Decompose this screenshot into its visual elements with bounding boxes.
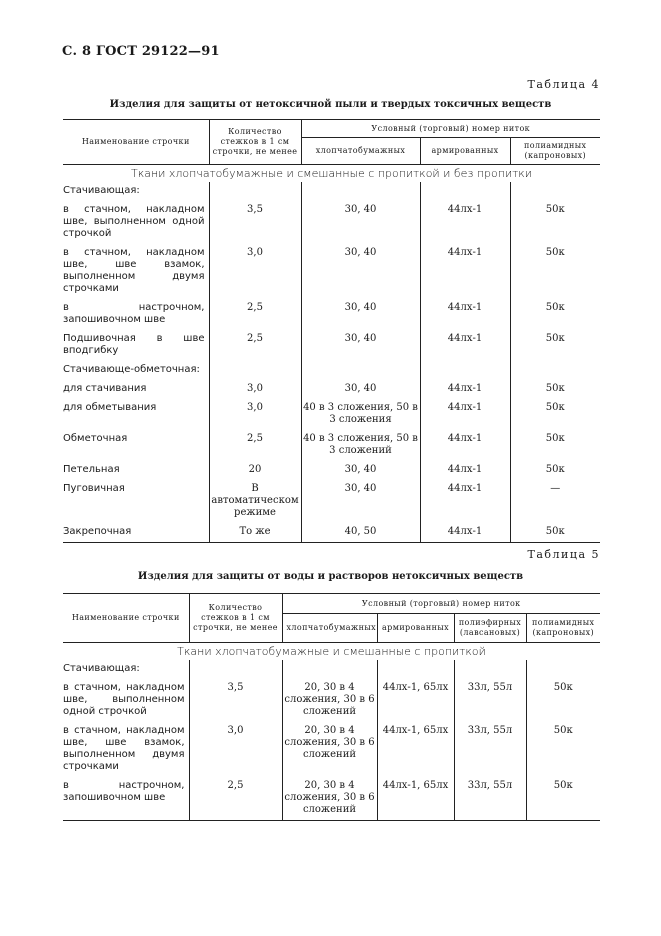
table4-cell-name: Закрепочная [63,523,209,543]
table4-cell-polyamide: 50к [545,402,565,413]
table-row [63,461,600,480]
table-row [63,777,600,821]
table5-col-cotton: хлопчатобумажных [282,614,377,643]
table4-cell-name: в стачном, накладном шве, выполненном одной строчкой [63,201,209,244]
table4-cell-polyamide: 50к [545,302,565,313]
table-row [63,182,600,201]
table-row [63,722,600,777]
table5-cell-count: 3,0 [189,722,282,777]
table5-cell-name: в стачном, накладном шве, шве взамок, выполненном двумя строчками [63,722,189,777]
table5-cell-cotton: 20, 30 в 4 сложения, 30 в 6 сложений [282,679,377,722]
table4-cell-cotton: 30, 40 [301,480,420,523]
table4-cell-name: Стачивающая: [63,182,209,201]
table4-cell-reinforced: 44лх-1 [420,480,510,523]
table4-cell-polyamide: 50к [545,464,565,475]
table4-cell-cotton [301,361,420,380]
table4-col-thread-group: Условный (торговый) номер ниток [301,120,600,138]
table5-cell-name: в настрочном, запошивочном шве [63,777,189,821]
table4-cell-polyamide [510,361,600,380]
table4-label: Таблица 4 [527,78,600,91]
table5-cell-polyamide [526,660,600,679]
table5-cell-name: Стачивающая: [63,660,189,679]
table4-cell-reinforced: 44лх-1 [420,399,510,430]
table5-label: Таблица 5 [527,548,600,561]
table4-cell-reinforced: 44лх-1 [420,380,510,399]
table4-cell-polyamide: 50к [545,204,565,215]
table-row [63,523,600,543]
table4-cell-name: Обметочная [63,430,209,461]
table5-cell-polyester: 33л, 55л [454,777,526,821]
table5-cell-reinforced: 44лх-1, 65лх [377,722,454,777]
table4-cell-polyamide [510,182,600,201]
table-row [63,380,600,399]
table5-cell-cotton: 20, 30 в 4 сложения, 30 в 6 сложений [282,777,377,821]
table4-cell-reinforced: 44лх-1 [420,461,510,480]
table5-cell-reinforced: 44лх-1, 65лх [377,679,454,722]
table4-cell-polyamide: 50к [545,333,565,344]
table5-cell-count [189,660,282,679]
table4-cell-polyamide: 50к [510,523,600,543]
table4-cell-name: Пуговичная [63,480,209,523]
table-row [63,480,600,523]
table4-cell-polyamide: 50к [545,247,565,258]
table4 [63,119,600,543]
table4-section: Ткани хлопчатобумажные и смешанные с пропиткой и без пропитки [130,167,533,180]
table4-cell-cotton: 30, 40 [301,201,420,244]
table4-cell-polyamide: — [550,483,561,494]
table5-col-count: Количество стежков в 1 см строчки, не менее [189,594,282,643]
table4-title: Изделия для защиты от нетоксичной пыли и твердых токсичных веществ [109,99,552,110]
table4-cell-polyamide: 50к [545,383,565,394]
table5-cell-cotton [282,660,377,679]
table5-col-polyamide: полиамидных (капроновых) [526,614,600,643]
table4-cell-cotton: 30, 40 [301,244,420,299]
table4-cell-name: Стачивающе-обметочная: [63,361,209,380]
table-row [63,299,600,330]
table4-cell-cotton [301,182,420,201]
table4-cell-name: Подшивочная в шве вподгибку [63,330,209,361]
table-row [63,660,600,679]
table4-col-reinforced: армированных [420,138,510,165]
table4-cell-reinforced: 44лх-1 [420,201,510,244]
table5-cell-reinforced [377,660,454,679]
table5-col-thread-group: Условный (торговый) номер ниток [282,594,600,614]
table4-cell-cotton: 30, 40 [301,380,420,399]
table-row [63,679,600,722]
table-row [63,330,600,361]
table4-cell-name: в стачном, накладном шве, шве взамок, выполненном двумя строчками [63,244,209,299]
table4-cell-cotton: 40, 50 [301,523,420,543]
table5-cell-polyamide: 50к [553,682,573,693]
table4-cell-count: 3,0 [209,399,301,430]
table4-cell-count: 2,5 [209,430,301,461]
table5-col-name: Наименование строчки [63,594,189,643]
table5-col-polyester: полиэфирных (лавсановых) [454,614,526,643]
table4-cell-count [209,182,301,201]
table4-cell-cotton: 30, 40 [301,461,420,480]
table5-cell-polyester: 33л, 55л [454,722,526,777]
table4-cell-name: Петельная [63,461,209,480]
table5-col-reinforced: армированных [377,614,454,643]
table5-title: Изделия для защиты от воды и растворов нетоксичных веществ [137,571,524,582]
table-row [63,361,600,380]
table4-col-polyamide: полиамидных (капроновых) [510,138,600,165]
table4-cell-reinforced: 44лх-1 [420,330,510,361]
table5-section: Ткани хлопчатобумажные и смешанные с пропиткой [177,645,486,658]
table4-cell-count: 20 [209,461,301,480]
page-header: С. 8 ГОСТ 29122—91 [62,44,220,59]
table-row [63,430,600,461]
table4-cell-cotton: 40 в 3 сложения, 50 в 3 сложения [301,399,420,430]
table4-cell-count: То же [209,523,301,543]
table5-cell-count: 2,5 [189,777,282,821]
table4-cell-cotton: 40 в 3 сложения, 50 в 3 сложений [301,430,420,461]
table5-cell-reinforced: 44лх-1, 65лх [377,777,454,821]
table5-cell-polyamide: 50к [526,777,600,821]
table4-cell-name: для стачивания [63,380,209,399]
table5-cell-polyester: 33л, 55л [454,679,526,722]
table-row [63,244,600,299]
table4-cell-reinforced [420,182,510,201]
table4-col-count: Количество стежков в 1 см строчки, не менее [209,120,301,165]
table4-cell-polyamide: 50к [545,433,565,444]
table4-cell-cotton: 30, 40 [301,330,420,361]
table4-cell-count: 2,5 [209,330,301,361]
table5-cell-name: в стачном, накладном шве, выполненном одной строчкой [63,679,189,722]
table5 [63,593,600,821]
table4-cell-count: 2,5 [209,299,301,330]
table4-cell-count: 3,0 [209,244,301,299]
table4-cell-reinforced: 44лх-1 [420,299,510,330]
table4-cell-name: в настрочном, запошивочном шве [63,299,209,330]
table4-cell-reinforced: 44лх-1 [420,430,510,461]
table5-cell-cotton: 20, 30 в 4 сложения, 30 в 6 сложений [282,722,377,777]
table5-cell-count: 3,5 [189,679,282,722]
table4-cell-count: В автоматическом режиме [209,480,301,523]
table4-cell-count: 3,5 [209,201,301,244]
table4-cell-reinforced [420,361,510,380]
table4-cell-reinforced: 44лх-1 [420,244,510,299]
table4-col-name: Наименование строчки [63,120,209,165]
table4-col-cotton: хлопчатобумажных [301,138,420,165]
table-row [63,399,600,430]
table4-cell-count: 3,0 [209,380,301,399]
table-row [63,201,600,244]
table4-cell-name: для обметывания [63,399,209,430]
table5-cell-polyester [454,660,526,679]
table4-cell-reinforced: 44лх-1 [420,523,510,543]
table4-cell-cotton: 30, 40 [301,299,420,330]
table4-cell-count [209,361,301,380]
table5-cell-polyamide: 50к [553,725,573,736]
